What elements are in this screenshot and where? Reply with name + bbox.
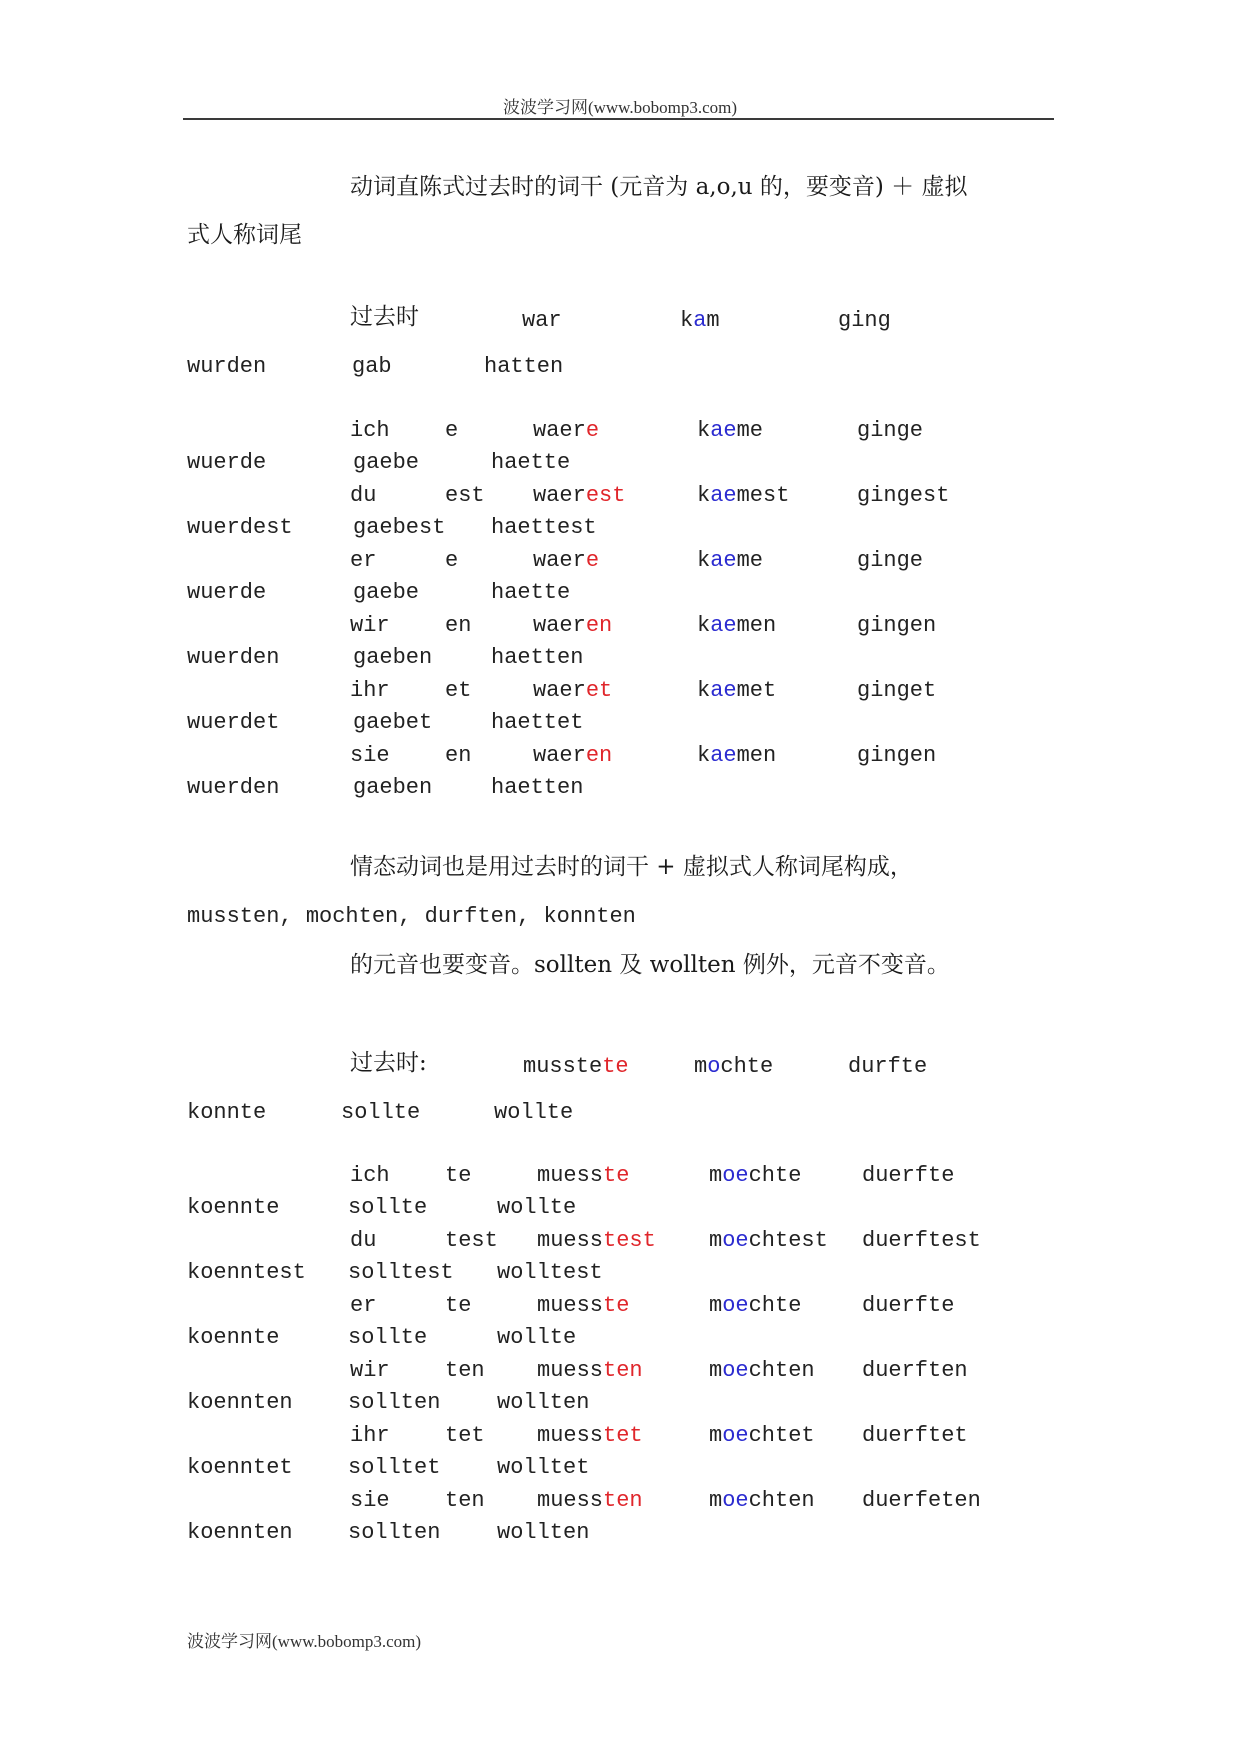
form-moechte: moechtet bbox=[709, 1423, 815, 1448]
form-ginge: gingen bbox=[857, 613, 937, 638]
form-duerfte: duerfte bbox=[862, 1163, 955, 1188]
form-kaeme: kaemest bbox=[697, 483, 790, 508]
form-haette: haetten bbox=[491, 645, 584, 670]
form-ginge: ginge bbox=[857, 418, 924, 443]
form-muesste: muesstest bbox=[537, 1228, 656, 1253]
form-wuerde: wuerden bbox=[187, 645, 280, 670]
form-duerfte: duerftet bbox=[862, 1423, 968, 1448]
form-wuerde: wuerdest bbox=[187, 515, 293, 540]
form-gaebe: gaebe bbox=[353, 580, 420, 605]
intro-line-1: 动词直陈式过去时的词干 (元音为 a,o,u 的，要变音) ＋ 虚拟 bbox=[350, 174, 968, 200]
form-koennte: koennten bbox=[187, 1390, 293, 1415]
pronoun: du bbox=[350, 1228, 377, 1253]
form-waere: waeret bbox=[533, 678, 613, 703]
past-tense-label: 过去时 bbox=[350, 304, 419, 330]
form-gaebe: gaeben bbox=[353, 775, 433, 800]
ending: est bbox=[445, 483, 485, 508]
form-koennte: koennten bbox=[187, 1520, 293, 1545]
past-tense-label-2: 过去时: bbox=[350, 1050, 427, 1076]
pronoun: wir bbox=[350, 613, 390, 638]
form-moechte: moechten bbox=[709, 1488, 815, 1513]
form-sollte: sollte bbox=[348, 1195, 428, 1220]
form-haette: haetten bbox=[491, 775, 584, 800]
ending: e bbox=[445, 418, 459, 443]
stem-durfte: durfte bbox=[848, 1054, 928, 1079]
stem-wurden: wurden bbox=[187, 354, 267, 379]
modal-note-line-3: 的元音也要变音。sollten 及 wollten 例外，元音不变音。 bbox=[350, 952, 950, 978]
form-moechte: moechte bbox=[709, 1293, 802, 1318]
stem-ging: ging bbox=[838, 308, 891, 333]
form-wollte: wollten bbox=[497, 1520, 590, 1545]
stem-sollte: sollte bbox=[341, 1100, 421, 1125]
stem-hatten: hatten bbox=[484, 354, 564, 379]
stem-kam: kam bbox=[680, 308, 720, 333]
page-footer: 波波学习网(www.bobomp3.com) bbox=[187, 1632, 422, 1651]
ending: tet bbox=[445, 1423, 485, 1448]
pronoun: sie bbox=[350, 743, 390, 768]
pronoun: er bbox=[350, 548, 377, 573]
form-wuerde: wuerde bbox=[187, 450, 267, 475]
form-haette: haette bbox=[491, 450, 571, 475]
form-ginge: gingest bbox=[857, 483, 950, 508]
form-koennte: koennte bbox=[187, 1325, 280, 1350]
intro-line-2: 式人称词尾 bbox=[187, 222, 302, 248]
ending: ten bbox=[445, 1358, 485, 1383]
stem-konnte: konnte bbox=[187, 1100, 267, 1125]
stem-wollte: wollte bbox=[494, 1100, 574, 1125]
form-haette: haette bbox=[491, 580, 571, 605]
pronoun: ihr bbox=[350, 678, 390, 703]
form-wollte: wolltet bbox=[497, 1455, 590, 1480]
form-ginge: ginge bbox=[857, 548, 924, 573]
ending: ten bbox=[445, 1488, 485, 1513]
form-waere: waeren bbox=[533, 743, 613, 768]
form-moechte: moechte bbox=[709, 1163, 802, 1188]
form-gaebe: gaebest bbox=[353, 515, 446, 540]
form-ginge: gingen bbox=[857, 743, 937, 768]
form-duerfte: duerften bbox=[862, 1358, 968, 1383]
form-kaeme: kaeme bbox=[697, 548, 764, 573]
ending: test bbox=[445, 1228, 498, 1253]
form-koennte: koenntest bbox=[187, 1260, 306, 1285]
pronoun: du bbox=[350, 483, 377, 508]
form-sollte: sollten bbox=[348, 1520, 441, 1545]
modal-note-line-1: 情态动词也是用过去时的词干 + 虚拟式人称词尾构成， bbox=[350, 854, 913, 880]
form-muesste: muesste bbox=[537, 1293, 630, 1318]
form-waere: waere bbox=[533, 418, 600, 443]
pronoun: wir bbox=[350, 1358, 390, 1383]
form-haette: haettest bbox=[491, 515, 597, 540]
form-haette: haettet bbox=[491, 710, 584, 735]
ending: et bbox=[445, 678, 472, 703]
pronoun: ihr bbox=[350, 1423, 390, 1448]
ending: te bbox=[445, 1293, 472, 1318]
ending: en bbox=[445, 743, 472, 768]
pronoun: ich bbox=[350, 418, 390, 443]
form-wollte: wollte bbox=[497, 1325, 577, 1350]
stem-gab: gab bbox=[352, 354, 392, 379]
form-gaebe: gaebe bbox=[353, 450, 420, 475]
form-sollte: sollte bbox=[348, 1325, 428, 1350]
form-waere: waere bbox=[533, 548, 600, 573]
form-kaeme: kaeme bbox=[697, 418, 764, 443]
form-gaebe: gaeben bbox=[353, 645, 433, 670]
form-wollte: wollten bbox=[497, 1390, 590, 1415]
header-rule bbox=[183, 118, 1054, 120]
form-muesste: muesstet bbox=[537, 1423, 643, 1448]
form-muesste: muessten bbox=[537, 1488, 643, 1513]
form-wuerde: wuerde bbox=[187, 580, 267, 605]
modal-note-line-2: mussten, mochten, durften, konnten bbox=[187, 904, 636, 929]
stem-musstete: musstete bbox=[523, 1054, 629, 1079]
form-kaeme: kaemen bbox=[697, 613, 777, 638]
form-kaeme: kaemet bbox=[697, 678, 777, 703]
pronoun: er bbox=[350, 1293, 377, 1318]
pronoun: sie bbox=[350, 1488, 390, 1513]
form-kaeme: kaemen bbox=[697, 743, 777, 768]
form-sollte: solltest bbox=[348, 1260, 454, 1285]
form-waere: waerest bbox=[533, 483, 626, 508]
form-wuerde: wuerdet bbox=[187, 710, 280, 735]
stem-mochte: mochte bbox=[694, 1054, 774, 1079]
form-sollte: sollten bbox=[348, 1390, 441, 1415]
ending: en bbox=[445, 613, 472, 638]
page-header: 波波学习网(www.bobomp3.com) bbox=[502, 98, 738, 117]
form-wollte: wollte bbox=[497, 1195, 577, 1220]
form-sollte: solltet bbox=[348, 1455, 441, 1480]
form-duerfte: duerfeten bbox=[862, 1488, 981, 1513]
form-duerfte: duerfte bbox=[862, 1293, 955, 1318]
pronoun: ich bbox=[350, 1163, 390, 1188]
form-muesste: muesste bbox=[537, 1163, 630, 1188]
form-wuerde: wuerden bbox=[187, 775, 280, 800]
form-waere: waeren bbox=[533, 613, 613, 638]
form-duerfte: duerftest bbox=[862, 1228, 981, 1253]
form-wollte: wolltest bbox=[497, 1260, 603, 1285]
form-ginge: ginget bbox=[857, 678, 937, 703]
form-moechte: moechtest bbox=[709, 1228, 828, 1253]
form-koennte: koenntet bbox=[187, 1455, 293, 1480]
ending: te bbox=[445, 1163, 472, 1188]
stem-war: war bbox=[522, 308, 562, 333]
form-muesste: muessten bbox=[537, 1358, 643, 1383]
form-gaebe: gaebet bbox=[353, 710, 433, 735]
form-moechte: moechten bbox=[709, 1358, 815, 1383]
ending: e bbox=[445, 548, 459, 573]
form-koennte: koennte bbox=[187, 1195, 280, 1220]
